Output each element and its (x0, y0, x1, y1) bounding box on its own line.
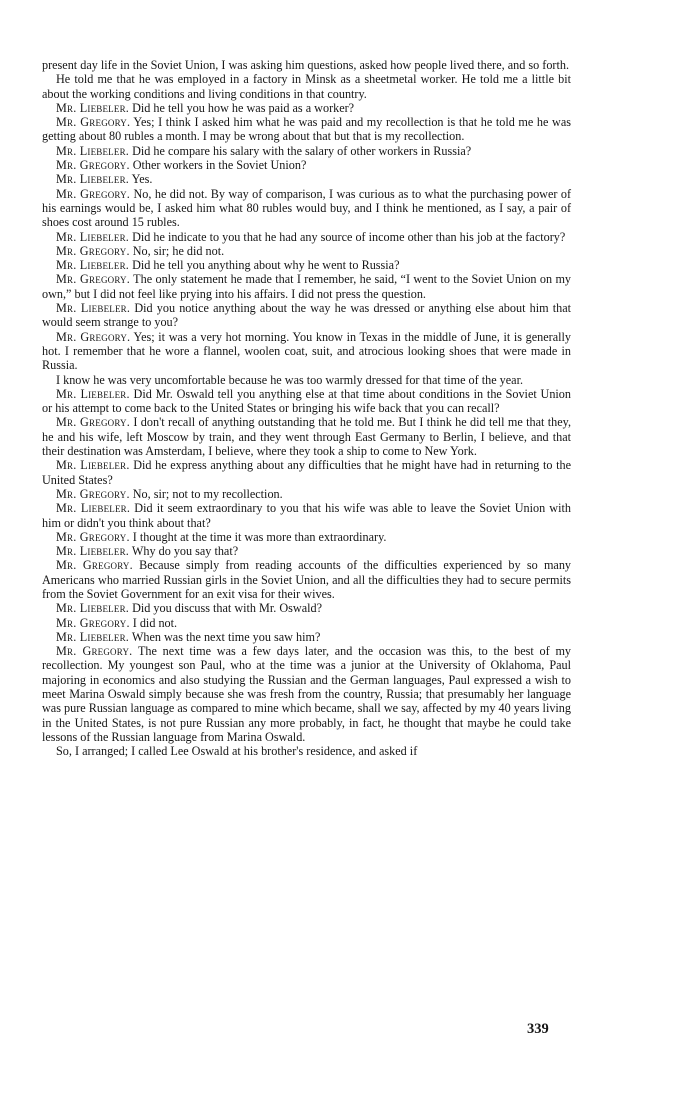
speaker-label: Mr. Gregory. (56, 615, 130, 630)
paragraph (42, 230, 571, 244)
paragraph (42, 158, 571, 172)
paragraph (42, 258, 571, 272)
paragraph-text: No, sir; not to my recollection. (132, 486, 283, 501)
speaker-label: Mr. Liebeler. (56, 386, 130, 401)
speaker-label: Mr. Liebeler. (56, 601, 130, 616)
paragraph (42, 172, 571, 186)
paragraph-text: Did it seem extraordinary to you that his wife was able to leave the Soviet Union with him or didn't you think about that? (42, 501, 571, 530)
paragraph (42, 58, 571, 72)
paragraph (42, 558, 571, 601)
paragraph-text: Why do you say that? (131, 544, 239, 559)
paragraph (42, 601, 571, 615)
paragraph (42, 244, 571, 258)
paragraph (42, 630, 571, 644)
speaker-label: Mr. Liebeler. (56, 501, 131, 516)
paragraph (42, 458, 571, 487)
speaker-label: Mr. Gregory. (56, 243, 130, 258)
paragraph-text: Because simply from reading accounts of the difficulties experienced by so many Americans who married Russian girls in the Soviet Union, and all the difficulties they had to secure permits from the Soviet Government for an exit visa for their wives. (42, 558, 572, 601)
speaker-label: Mr. Liebeler. (56, 229, 130, 244)
paragraph-text: Did he tell you how he was paid as a worker? (132, 100, 355, 115)
paragraph (42, 530, 571, 544)
paragraph-text: No, he did not. By way of comparison, I was curious as to what the purchasing power of his earnings would be, I asked him what 80 rubles would buy, and I think he mentioned, as I say, a pair of shoes cost around 15 rubles. (42, 186, 571, 230)
speaker-label: Mr. Gregory. (56, 272, 131, 287)
speaker-label: Mr. Liebeler. (56, 544, 130, 559)
paragraph (42, 72, 571, 101)
paragraph-text: Did you discuss that with Mr. Oswald? (132, 601, 322, 616)
speaker-label: Mr. Liebeler. (56, 629, 130, 644)
paragraph (42, 115, 571, 144)
paragraph-text: Yes; I think I asked him what he was paid and my recollection is that he told me he was getting about 80 rubles a month. I may be wrong about that but that is my recollection. (42, 115, 571, 144)
paragraph (42, 644, 571, 744)
paragraph (42, 501, 571, 530)
paragraph (42, 487, 571, 501)
speaker-label: Mr. Gregory. (56, 115, 131, 130)
paragraph-text: Did he compare his salary with the salary of other workers in Russia? (132, 143, 472, 158)
paragraph-text: Did he tell you anything about why he went to Russia? (132, 258, 400, 273)
speaker-label: Mr. Gregory. (56, 186, 131, 201)
speaker-label: Mr. Liebeler. (56, 301, 131, 316)
speaker-label: Mr. Liebeler. (56, 458, 130, 473)
paragraph (42, 101, 571, 115)
paragraph-text: No, sir; he did not. (132, 243, 225, 258)
page-number: 339 (527, 1021, 549, 1037)
paragraph-text: Did he indicate to you that he had any source of income other than his job at the factory? (132, 229, 566, 244)
speaker-label: Mr. Gregory. (56, 644, 133, 659)
speaker-label: Mr. Gregory. (56, 158, 130, 173)
paragraph (42, 373, 571, 387)
speaker-label: Mr. Gregory. (56, 486, 130, 501)
speaker-label: Mr. Liebeler. (56, 100, 130, 115)
paragraph-text: Did he express anything about any difficulties that he might have had in returning to the United States? (42, 458, 571, 487)
paragraph-text: I don't recall of anything outstanding that he told me. But I think he did tell me that they, he and his wife, left Moscow by train, and they went through East Germany to Berlin, I believe, and that their destination was Amsterdam, I believe, where they took a ship to come to New York. (42, 415, 572, 459)
speaker-label: Mr. Gregory. (56, 415, 131, 430)
paragraph (42, 544, 571, 558)
speaker-label: Mr. Gregory. (56, 529, 130, 544)
paragraph-text: Other workers in the Soviet Union? (132, 158, 307, 173)
paragraph-text: The next time was a few days later, and the occasion was this, to the best of my recollection. My youngest son Paul, who at the time was a junior at the University of Oklahoma, Paul majoring in economics and also studying the Russian and the German languages, Paul expressed a wish to meet Marina Oswald simply because she was fresh from the country, Russia; that presumably her language was pure Russian language as compared to mine which became, shall we say, affected by my 40 years living in the United States, is not pure Russian any more probably, in fact, he thought that maybe he could take lessons of the Russian language from Marina Oswald. (42, 644, 572, 744)
paragraph-text: Did Mr. Oswald tell you anything else at that time about conditions in the Soviet Union or his attempt to come back to the United States or bringing his wife back that you can recall? (42, 386, 571, 416)
paragraph (42, 301, 571, 330)
paragraph-text: I thought at the time it was more than extraordinary. (132, 529, 387, 544)
paragraph-text: The only statement he made that I remember, he said, “I went to the Soviet Union on my own,” but I did not feel like prying into his affairs. I did not press the question. (42, 272, 572, 301)
paragraph-text: I did not. (132, 615, 178, 630)
paragraph-text: I know he was very uncomfortable because he was too warmly dressed for that time of the year. (56, 372, 524, 387)
paragraph (42, 187, 571, 230)
paragraph-text: present day life in the Soviet Union, I was asking him questions, asked how people lived there, and so forth. (42, 58, 570, 72)
paragraph-text: Did you notice anything about the way he was dressed or anything else about him that would seem strange to you? (42, 301, 572, 330)
paragraph (42, 744, 571, 758)
speaker-label: Mr. Liebeler. (56, 143, 130, 158)
speaker-label: Mr. Gregory. (56, 329, 131, 344)
paragraph (42, 415, 571, 458)
paragraph-text: Yes. (131, 172, 153, 187)
paragraph (42, 616, 571, 630)
speaker-label: Mr. Gregory. (56, 558, 133, 573)
paragraph-text: When was the next time you saw him? (131, 629, 321, 644)
transcript-body (42, 58, 571, 759)
paragraph (42, 272, 571, 301)
paragraph (42, 144, 571, 158)
speaker-label: Mr. Liebeler. (56, 258, 130, 273)
speaker-label: Mr. Liebeler. (56, 172, 130, 187)
paragraph (42, 387, 571, 416)
paragraph-text: Yes; it was a very hot morning. You know in Texas in the middle of June, it is generally hot. I remember that he wore a flannel, woolen coat, suit, and atrocious looking shoes that were made in Russia. (42, 329, 571, 373)
paragraph-text: So, I arranged; I called Lee Oswald at his brother's residence, and asked if (56, 744, 418, 759)
paragraph (42, 330, 571, 373)
paragraph-text: He told me that he was employed in a factory in Minsk as a sheetmetal worker. He told me a little bit about the working conditions and living conditions in that country. (42, 72, 571, 101)
